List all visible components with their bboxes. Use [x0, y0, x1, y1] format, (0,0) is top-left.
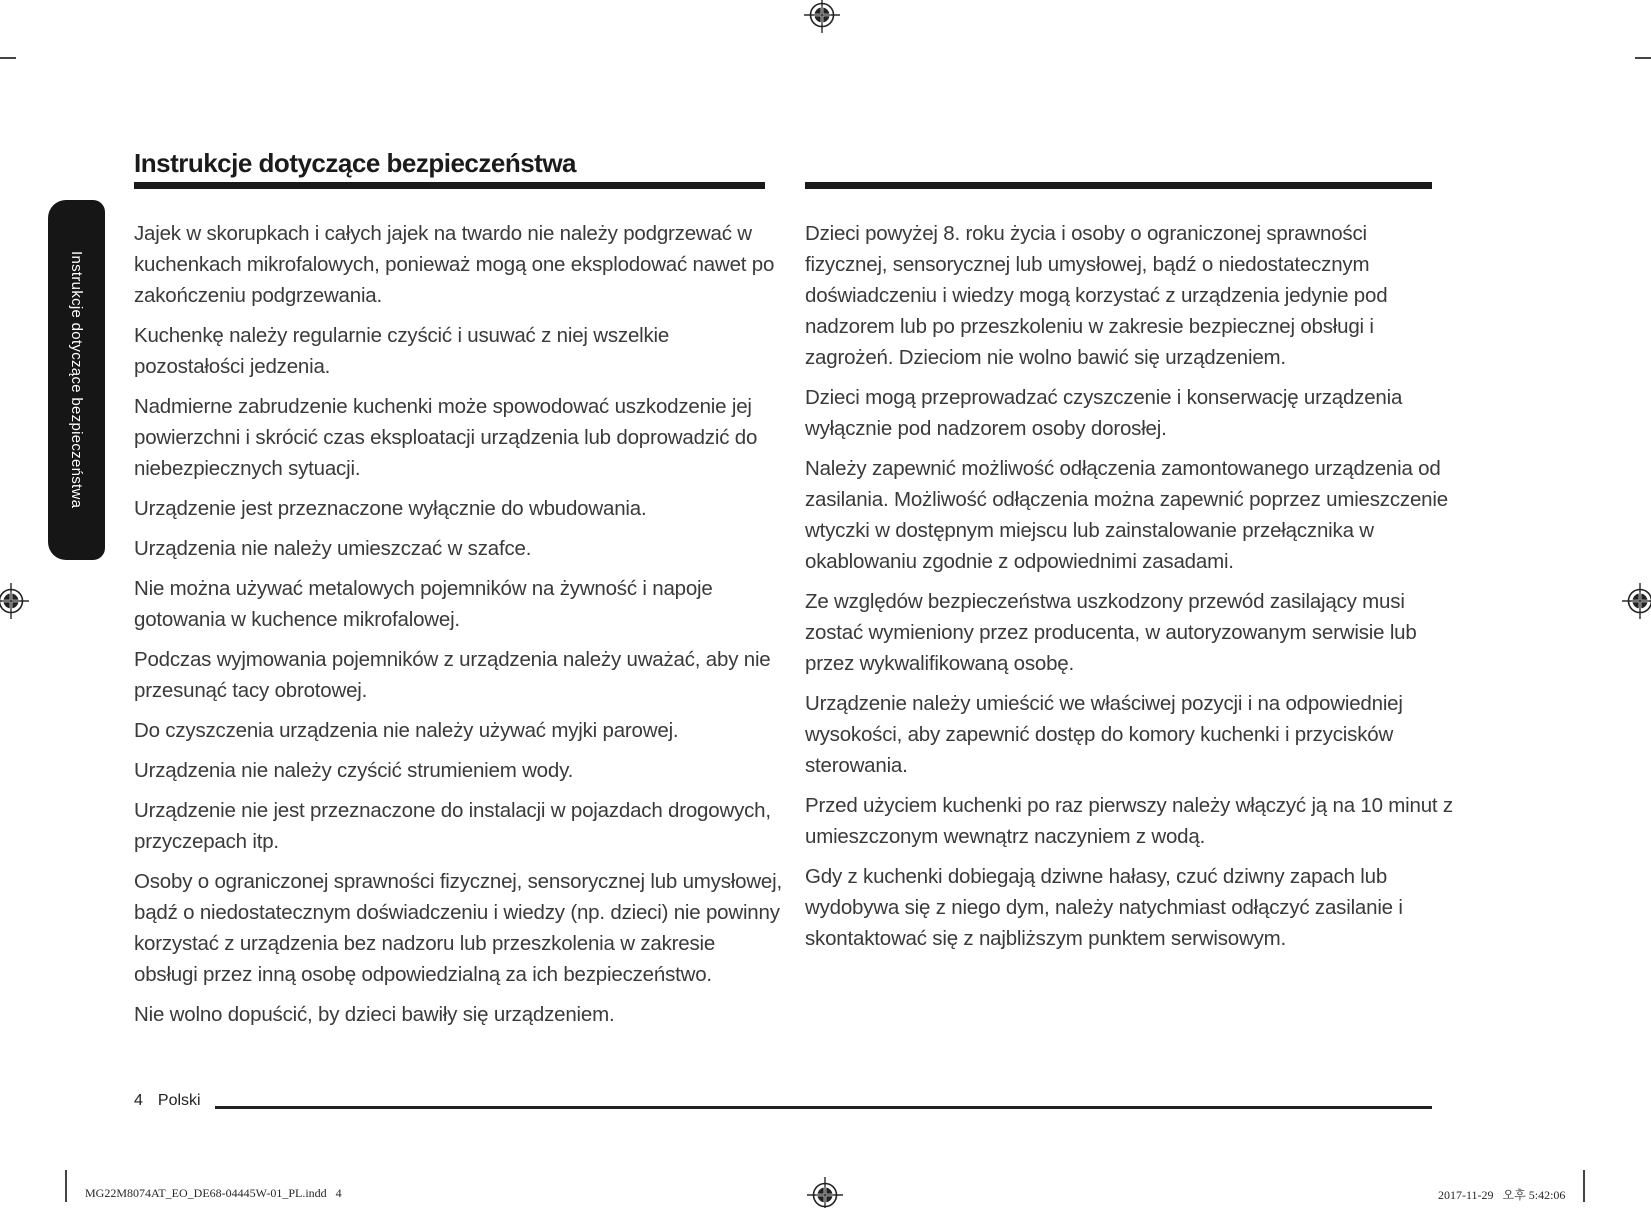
side-tab-label: Instrukcje dotyczące bezpieczeństwa	[68, 251, 85, 509]
print-timestamp: 2017-11-29 오후 5:42:06	[1438, 1188, 1566, 1202]
paragraph: Urządzenie jest przeznaczone wyłącznie do wbudowania.	[134, 497, 647, 520]
paragraph: Dzieci mogą przeprowadzać czyszczenie i konserwację urządzenia wyłącznie pod nadzorem osoby dorosłej.	[805, 386, 1403, 440]
footer-language: Polski	[157, 1092, 201, 1109]
paragraph: Należy zapewnić możliwość odłączenia zamontowanego urządzenia od zasilania. Możliwość odłączenia można zapewnić poprzez umieszczenie wtyczki w dostępnym miejscu lub zainstalowanie przełącznika w okablowaniu zgodnie z odpowiednimi zasadami.	[805, 457, 1448, 573]
crop-mark	[0, 57, 16, 59]
paragraph: Osoby o ograniczonej sprawności fizycznej, sensorycznej lub umysłowej, bądź o niedostatecznym doświadczeniu i wiedzy (np. dzieci) nie powinny korzystać z urządzenia bez nadzoru lub przeszkolenia w zakresie obsługi przez inną osobę odpowiedzialną za ich bezpieczeństwo.	[134, 870, 782, 986]
paragraph: Gdy z kuchenki dobiegają dziwne hałasy, czuć dziwny zapach lub wydobywa się z niego dym, należy natychmiast odłączyć zasilanie i skontaktować się z najbliższym punktem serwisowym.	[805, 865, 1403, 950]
right-column	[805, 218, 1453, 963]
paragraph: Podczas wyjmowania pojemników z urządzenia należy uważać, aby nie przesunąć tacy obrotowej.	[134, 648, 771, 702]
crop-mark	[65, 1170, 67, 1202]
paragraph: Nie można używać metalowych pojemników na żywność i napoje gotowania w kuchence mikrofalowej.	[134, 577, 713, 631]
paragraph: Nadmierne zabrudzenie kuchenki może spowodować uszkodzenie jej powierzchni i skrócić czas eksploatacji urządzenia lub doprowadzić do niebezpiecznych sytuacji.	[134, 395, 758, 480]
title-rule-left	[134, 182, 765, 189]
registration-mark-icon	[804, 0, 840, 33]
paragraph: Jajek w skorupkach i całych jajek na twardo nie należy podgrzewać w kuchenkach mikrofalowych, ponieważ mogą one eksplodować nawet po zakończeniu podgrzewania.	[134, 222, 775, 307]
side-tab-safety-instructions	[48, 200, 105, 560]
page-number: 4	[134, 1092, 143, 1109]
paragraph: Ze względów bezpieczeństwa uszkodzony przewód zasilający musi zostać wymieniony przez producenta, w autoryzowanym serwisie lub przez wykwalifikowaną osobę.	[805, 590, 1417, 675]
paragraph: Nie wolno dopuścić, by dzieci bawiły się urządzeniem.	[134, 1003, 615, 1026]
page-title: Instrukcje dotyczące bezpieczeństwa	[134, 148, 577, 179]
footer-rule	[215, 1106, 1432, 1109]
crop-mark	[1635, 57, 1651, 59]
paragraph: Urządzenie należy umieścić we właściwej pozycji i na odpowiedniej wysokości, aby zapewnić dostęp do komory kuchenki i przycisków sterowania.	[805, 692, 1403, 777]
paragraph: Urządzenia nie należy umieszczać w szafce.	[134, 537, 532, 560]
print-filename: MG22M8074AT_EO_DE68-04445W-01_PL.indd 4	[85, 1186, 342, 1200]
registration-mark-icon	[0, 583, 29, 619]
title-rule-right	[805, 182, 1432, 189]
registration-mark-icon	[1622, 583, 1651, 619]
page-footer	[134, 1092, 201, 1110]
paragraph: Przed użyciem kuchenki po raz pierwszy należy włączyć ją na 10 minut z umieszczonym wewnątrz naczyniem z wodą.	[805, 794, 1453, 848]
registration-mark-icon	[807, 1177, 843, 1208]
paragraph: Dzieci powyżej 8. roku życia i osoby o ograniczonej sprawności fizycznej, sensorycznej lub umysłowej, bądź o niedostatecznym doświadczeniu i wiedzy mogą korzystać z urządzenia jedynie pod nadzorem lub po przeszkoleniu w zakresie bezpiecznej obsługi i zagrożeń. Dzieciom nie wolno bawić się urządzeniem.	[805, 222, 1388, 369]
crop-mark	[1583, 1170, 1585, 1202]
left-column	[134, 218, 782, 1039]
paragraph: Urządzenie nie jest przeznaczone do instalacji w pojazdach drogowych, przyczepach itp.	[134, 799, 771, 853]
paragraph: Urządzenia nie należy czyścić strumieniem wody.	[134, 759, 574, 782]
paragraph: Do czyszczenia urządzenia nie należy używać myjki parowej.	[134, 719, 679, 742]
paragraph: Kuchenkę należy regularnie czyścić i usuwać z niej wszelkie pozostałości jedzenia.	[134, 324, 670, 378]
